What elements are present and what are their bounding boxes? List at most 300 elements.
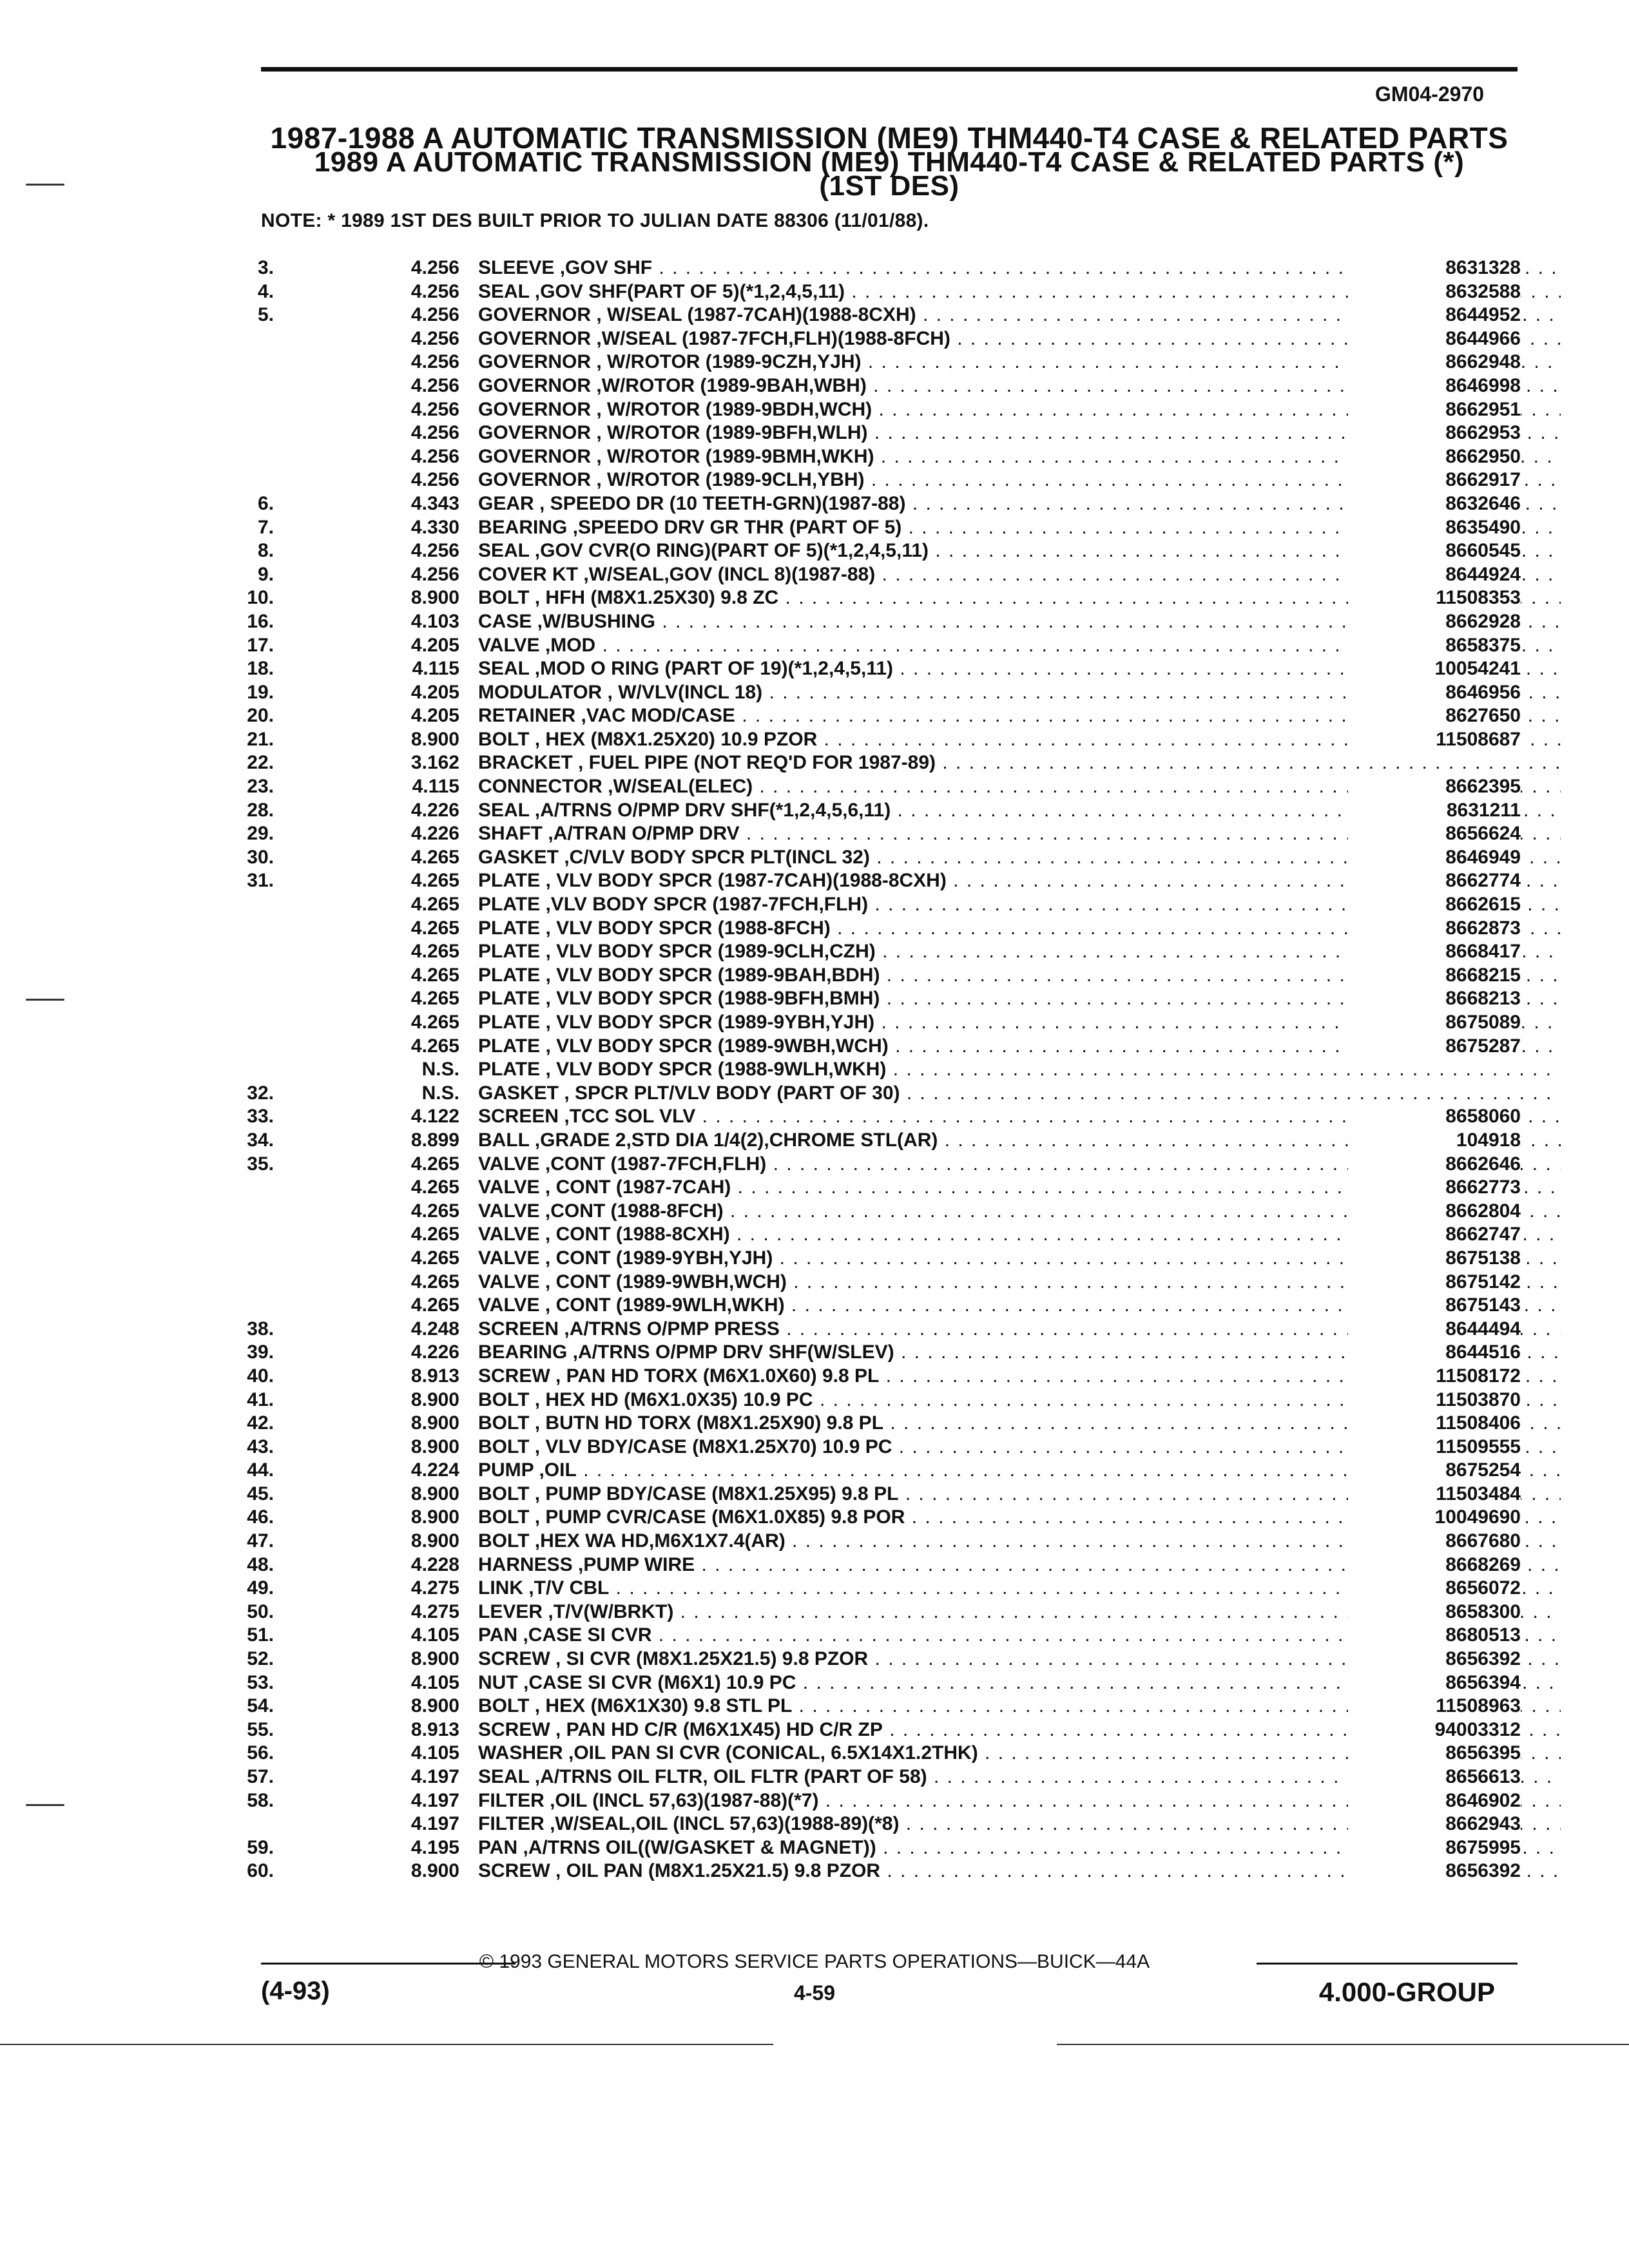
- group-number: 4.224: [410, 1459, 459, 1481]
- group-number: 4.265: [410, 1271, 459, 1293]
- part-number: 8644966: [1348, 327, 1521, 351]
- group-number: 8.900: [410, 1483, 459, 1504]
- part-description: PLATE , VLV BODY SPCR (1988-9WLH,WKH) . . .: [478, 1058, 1561, 1081]
- part-description: SEAL ,GOV CVR(O RING)(PART OF 5)(*1,2,4,5,11) . . .: [478, 539, 1561, 562]
- part-number: 8662774: [1348, 869, 1521, 892]
- group-number: 8.900: [410, 1412, 459, 1434]
- part-number: 8662395: [1348, 775, 1521, 798]
- part-number: 8662948: [1348, 351, 1521, 374]
- part-number: 11509555: [1348, 1436, 1521, 1459]
- group-number: 4.105: [410, 1624, 459, 1646]
- ref-number: 28.: [247, 799, 274, 821]
- group-number: 4.256: [410, 445, 459, 467]
- ref-number: 16.: [247, 610, 274, 632]
- group-number: 4.256: [410, 257, 459, 278]
- part-description: GASKET ,C/VLV BODY SPCR PLT(INCL 32) . . .: [478, 846, 1561, 869]
- part-number: 8656394: [1348, 1671, 1521, 1695]
- part-number: 8632646: [1348, 492, 1521, 515]
- group-number: 4.205: [410, 634, 459, 656]
- part-description: BOLT , BUTN HD TORX (M8X1.25X90) 9.8 PL . . .: [478, 1412, 1561, 1435]
- part-description: CONNECTOR ,W/SEAL(ELEC) . . .: [478, 775, 1561, 798]
- ref-number: 55.: [247, 1718, 274, 1740]
- part-row: [193, 1553, 1521, 1577]
- part-row: [193, 492, 1521, 516]
- part-row: [193, 1153, 1521, 1177]
- group-number: 4.265: [410, 917, 459, 939]
- group-number: 4.265: [410, 988, 459, 1010]
- part-number: 8675254: [1348, 1459, 1521, 1482]
- part-number: 8675995: [1348, 1836, 1521, 1860]
- part-number: 8631211: [1348, 799, 1521, 822]
- ref-number: 43.: [247, 1436, 274, 1457]
- part-row: [193, 1318, 1521, 1341]
- part-row: [193, 751, 1521, 775]
- scan-artifact-line: [0, 2044, 773, 2045]
- part-description: GOVERNOR , W/SEAL (1987-7CAH)(1988-8CXH) . . .: [478, 303, 1561, 327]
- part-row: [193, 1600, 1521, 1624]
- part-number: 8656072: [1348, 1577, 1521, 1600]
- part-number: 8644494: [1348, 1318, 1521, 1341]
- part-row: [193, 704, 1521, 728]
- part-number: 8644952: [1348, 303, 1521, 327]
- part-row: [193, 893, 1521, 917]
- part-description: SCREW , PAN HD TORX (M6X1.0X60) 9.8 PL . . .: [478, 1365, 1561, 1388]
- part-description: GOVERNOR , W/ROTOR (1989-9BDH,WCH) . . .: [478, 398, 1561, 421]
- part-row: [193, 468, 1521, 492]
- part-description: VALVE , CONT (1989-9WBH,WCH) . . .: [478, 1271, 1561, 1294]
- part-row: [193, 1530, 1521, 1553]
- title-line-1: 1987-1988 A AUTOMATIC TRANSMISSION (ME9) THM440-T4 CASE & RELATED PARTS: [270, 121, 1509, 155]
- part-description: SCREEN ,TCC SOL VLV . . .: [478, 1105, 1561, 1128]
- group-number: 4.256: [410, 422, 459, 444]
- part-row: [193, 1648, 1521, 1671]
- part-description: GOVERNOR , W/ROTOR (1989-9CZH,YJH) . . .: [478, 351, 1561, 374]
- part-number: 11508172: [1348, 1365, 1521, 1388]
- group-number: 4.195: [410, 1836, 459, 1858]
- part-description: GOVERNOR , W/ROTOR (1989-9BFH,WLH) . . .: [478, 421, 1561, 445]
- part-row: [193, 917, 1521, 941]
- part-description: SEAL ,A/TRNS O/PMP DRV SHF(*1,2,4,5,6,11) . . .: [478, 799, 1561, 822]
- part-number: 8675287: [1348, 1035, 1521, 1058]
- margin-mark: [26, 999, 64, 1001]
- group-number: 8.900: [410, 1436, 459, 1457]
- group-number: 4.115: [412, 658, 459, 680]
- group-number: 4.105: [410, 1671, 459, 1693]
- part-row: [193, 1577, 1521, 1600]
- group-number: 4.256: [410, 304, 459, 326]
- ref-number: 47.: [247, 1530, 274, 1552]
- ref-number: 40.: [247, 1365, 274, 1387]
- group-number: 4.265: [410, 1200, 459, 1222]
- part-description: BRACKET , FUEL PIPE (NOT REQ'D FOR 1987-89) . . .: [478, 751, 1561, 774]
- part-description: HARNESS ,PUMP WIRE . . .: [478, 1553, 1561, 1577]
- part-number: 8662747: [1348, 1223, 1521, 1246]
- group-number: N.S.: [421, 1082, 459, 1104]
- part-row: [193, 563, 1521, 587]
- part-description: SCREW , PAN HD C/R (M6X1X45) HD C/R ZP . . .: [478, 1718, 1561, 1742]
- group-number: 3.162: [410, 752, 459, 774]
- part-row: [193, 634, 1521, 658]
- margin-mark: [26, 184, 64, 186]
- ref-number: 52.: [247, 1648, 274, 1670]
- group-number: 8.913: [410, 1718, 459, 1740]
- ref-number: 20.: [247, 705, 274, 727]
- part-row: [193, 1271, 1521, 1294]
- part-number: 11503484: [1348, 1483, 1521, 1506]
- part-description: VALVE , CONT (1989-9WLH,WKH) . . .: [478, 1294, 1561, 1317]
- part-row: [193, 398, 1521, 422]
- ref-number: 5.: [257, 304, 274, 326]
- part-number: 8662615: [1348, 893, 1521, 916]
- part-row: [193, 256, 1521, 280]
- scan-artifact-line: [1057, 2044, 1629, 2045]
- group-number: 4.205: [410, 681, 459, 703]
- group-number: 4.105: [410, 1742, 459, 1764]
- part-description: SCREEN ,A/TRNS O/PMP PRESS . . .: [478, 1318, 1561, 1341]
- part-number: 10054241: [1348, 657, 1521, 680]
- group-label: 4.000-GROUP: [1318, 1977, 1495, 2007]
- part-number: 8632588: [1348, 280, 1521, 303]
- part-row: [193, 1506, 1521, 1530]
- ref-number: 3.: [257, 257, 274, 278]
- ref-number: 19.: [247, 681, 274, 703]
- part-number: 8662873: [1348, 917, 1521, 940]
- group-number: 4.275: [410, 1577, 459, 1599]
- group-number: 4.265: [410, 964, 459, 986]
- group-number: 8.900: [410, 1860, 459, 1882]
- part-description: SHAFT ,A/TRAN O/PMP DRV . . .: [478, 822, 1561, 845]
- part-row: [193, 1105, 1521, 1129]
- part-number: 8658060: [1348, 1105, 1521, 1128]
- ref-number: 44.: [247, 1459, 274, 1481]
- part-row: [193, 1718, 1521, 1742]
- ref-number: 23.: [247, 776, 274, 798]
- part-row: [193, 1812, 1521, 1836]
- part-row: [193, 657, 1521, 681]
- part-number: 8668213: [1348, 987, 1521, 1010]
- part-row: [193, 799, 1521, 823]
- part-row: [193, 374, 1521, 398]
- group-number: 4.265: [410, 1247, 459, 1269]
- group-number: 4.197: [410, 1789, 459, 1811]
- part-row: [193, 1058, 1521, 1082]
- group-number: 4.256: [410, 280, 459, 302]
- ref-number: 51.: [247, 1624, 274, 1646]
- part-number: 11508406: [1348, 1412, 1521, 1435]
- part-row: [193, 1742, 1521, 1765]
- ref-number: 9.: [257, 563, 274, 585]
- part-row: [193, 681, 1521, 705]
- part-description: SCREW , SI CVR (M8X1.25X21.5) 9.8 PZOR . . .: [478, 1648, 1561, 1671]
- part-row: [193, 1082, 1521, 1106]
- part-number: 8646902: [1348, 1789, 1521, 1812]
- part-row: [193, 964, 1521, 988]
- part-number: 8656395: [1348, 1742, 1521, 1765]
- ref-number: 18.: [247, 658, 274, 680]
- part-number: 8631328: [1348, 256, 1521, 280]
- part-description: BEARING ,A/TRNS O/PMP DRV SHF(W/SLEV) . . .: [478, 1341, 1561, 1364]
- part-row: [193, 445, 1521, 469]
- margin-mark: [26, 1804, 64, 1806]
- part-description: PLATE , VLV BODY SPCR (1989-9YBH,YJH) . . .: [478, 1011, 1561, 1034]
- part-description: PLATE , VLV BODY SPCR (1989-9CLH,CZH) . . .: [478, 940, 1561, 963]
- part-description: SEAL ,A/TRNS OIL FLTR, OIL FLTR (PART OF 58) . . .: [478, 1765, 1561, 1789]
- part-row: [193, 1011, 1521, 1035]
- part-row: [193, 846, 1521, 870]
- group-number: 8.900: [410, 1695, 459, 1717]
- group-number: 8.900: [410, 728, 459, 750]
- group-number: 4.265: [410, 1294, 459, 1316]
- group-number: 8.900: [410, 1530, 459, 1552]
- ref-number: 57.: [247, 1766, 274, 1787]
- part-description: BEARING ,SPEEDO DRV GR THR (PART OF 5) . . .: [478, 516, 1561, 539]
- part-row: [193, 1836, 1521, 1860]
- part-number: 10049690: [1348, 1506, 1521, 1529]
- ref-number: 35.: [247, 1153, 274, 1175]
- part-row: [193, 1412, 1521, 1436]
- part-number: 8644924: [1348, 563, 1521, 586]
- group-number: 8.900: [410, 587, 459, 609]
- part-description: PAN ,A/TRNS OIL((W/GASKET & MAGNET)) . . .: [478, 1836, 1561, 1860]
- part-description: GOVERNOR , W/ROTOR (1989-9BMH,WKH) . . .: [478, 445, 1561, 468]
- part-description: SEAL ,MOD O RING (PART OF 19)(*1,2,4,5,11) . . .: [478, 657, 1561, 680]
- part-row: [193, 421, 1521, 445]
- ref-number: 60.: [247, 1860, 274, 1882]
- part-description: PLATE , VLV BODY SPCR (1988-9BFH,BMH) . . .: [478, 987, 1561, 1010]
- part-number: 8662773: [1348, 1176, 1521, 1199]
- ref-number: 6.: [257, 492, 274, 514]
- part-number: 8662646: [1348, 1153, 1521, 1176]
- part-row: [193, 1695, 1521, 1718]
- part-number: 8668215: [1348, 964, 1521, 987]
- part-row: [193, 1436, 1521, 1459]
- group-number: 4.115: [412, 776, 459, 798]
- part-number: 11508687: [1348, 728, 1521, 751]
- ref-number: 53.: [247, 1671, 274, 1693]
- part-number: 8668417: [1348, 940, 1521, 963]
- part-number: 8675138: [1348, 1247, 1521, 1270]
- part-row: [193, 327, 1521, 351]
- group-number: 4.256: [410, 540, 459, 562]
- part-description: COVER KT ,W/SEAL,GOV (INCL 8)(1987-88) . . .: [478, 563, 1561, 586]
- ref-number: 29.: [247, 823, 274, 845]
- top-rule: [261, 67, 1518, 72]
- part-row: [193, 775, 1521, 799]
- part-number: 8627650: [1348, 704, 1521, 727]
- part-description: VALVE ,MOD . . .: [478, 634, 1561, 657]
- part-row: [193, 516, 1521, 540]
- part-number: 8635490: [1348, 516, 1521, 539]
- part-number: 8662951: [1348, 398, 1521, 421]
- group-number: 8.900: [410, 1389, 459, 1410]
- part-number: 11503870: [1348, 1389, 1521, 1412]
- group-number: 4.256: [410, 563, 459, 585]
- group-number: 4.226: [410, 1341, 459, 1363]
- ref-number: 22.: [247, 752, 274, 774]
- part-description: PUMP ,OIL . . .: [478, 1459, 1561, 1482]
- ref-number: 48.: [247, 1553, 274, 1575]
- group-number: 4.256: [410, 469, 459, 491]
- part-number: 104918: [1348, 1129, 1521, 1152]
- part-row: [193, 1365, 1521, 1389]
- ref-number: 34.: [247, 1129, 274, 1151]
- part-description: BOLT , HEX (M8X1.25X20) 10.9 PZOR . . .: [478, 728, 1561, 751]
- part-description: BOLT , HEX HD (M6X1.0X35) 10.9 PC . . .: [478, 1389, 1561, 1412]
- part-description: NUT ,CASE SI CVR (M6X1) 10.9 PC . . .: [478, 1671, 1561, 1695]
- part-description: GEAR , SPEEDO DR (10 TEETH-GRN)(1987-88) . . .: [478, 492, 1561, 515]
- part-description: PAN ,CASE SI CVR . . .: [478, 1624, 1561, 1647]
- part-number: 8680513: [1348, 1624, 1521, 1647]
- ref-number: 17.: [247, 634, 274, 656]
- group-number: 4.205: [410, 705, 459, 727]
- part-row: [193, 1389, 1521, 1412]
- group-number: 4.226: [410, 799, 459, 821]
- part-description: FILTER ,OIL (INCL 57,63)(1987-88)(*7) . . .: [478, 1789, 1561, 1812]
- group-number: 4.275: [410, 1600, 459, 1622]
- part-row: [193, 1341, 1521, 1365]
- part-row: [193, 1223, 1521, 1247]
- group-number: 4.265: [410, 846, 459, 868]
- part-description: GOVERNOR ,W/SEAL (1987-7FCH,FLH)(1988-8FCH) . . .: [478, 327, 1561, 351]
- part-description: RETAINER ,VAC MOD/CASE . . .: [478, 704, 1561, 727]
- ref-number: 31.: [247, 870, 274, 892]
- part-row: [193, 987, 1521, 1011]
- group-number: 4.265: [410, 894, 459, 916]
- part-row: [193, 1247, 1521, 1271]
- part-number: 11508963: [1348, 1695, 1521, 1718]
- part-number: 8658300: [1348, 1600, 1521, 1624]
- ref-number: 8.: [257, 540, 274, 562]
- part-description: PLATE , VLV BODY SPCR (1989-9BAH,BDH) . . .: [478, 964, 1561, 987]
- group-number: 4.226: [410, 823, 459, 845]
- group-number: 4.197: [410, 1766, 459, 1787]
- part-row: [193, 822, 1521, 846]
- group-number: 4.265: [410, 941, 459, 963]
- part-number: 8660545: [1348, 539, 1521, 562]
- part-description: BOLT , HEX (M6X1X30) 9.8 STL PL . . .: [478, 1695, 1561, 1718]
- copyright-notice: © 1993 GENERAL MOTORS SERVICE PARTS OPERATIONS—BUICK—44A: [479, 1951, 1150, 1972]
- group-number: 4.103: [410, 610, 459, 632]
- ref-number: 33.: [247, 1106, 274, 1128]
- part-row: [193, 303, 1521, 327]
- part-description: WASHER ,OIL PAN SI CVR (CONICAL, 6.5X14X1.2THK) . . .: [478, 1742, 1561, 1765]
- part-description: MODULATOR , W/VLV(INCL 18) . . .: [478, 681, 1561, 704]
- part-row: [193, 351, 1521, 374]
- part-number: 8656613: [1348, 1765, 1521, 1789]
- part-number: 8646956: [1348, 681, 1521, 704]
- part-row: [193, 1035, 1521, 1059]
- ref-number: 54.: [247, 1695, 274, 1717]
- ref-number: 39.: [247, 1341, 274, 1363]
- title-block: [261, 121, 1518, 202]
- part-number: 8662943: [1348, 1812, 1521, 1836]
- part-description: BOLT ,HEX WA HD,M6X1X7.4(AR) . . .: [478, 1530, 1561, 1553]
- part-number: 8656624: [1348, 822, 1521, 845]
- group-number: 4.197: [410, 1813, 459, 1835]
- group-number: 8.899: [410, 1129, 459, 1151]
- ref-number: 50.: [247, 1600, 274, 1622]
- group-number: 4.330: [410, 516, 459, 538]
- part-row: [193, 586, 1521, 610]
- ref-number: 56.: [247, 1742, 274, 1764]
- part-number: 8675089: [1348, 1011, 1521, 1034]
- group-number: 4.248: [410, 1318, 459, 1340]
- part-description: SCREW , OIL PAN (M8X1.25X21.5) 9.8 PZOR . . .: [478, 1860, 1561, 1883]
- part-description: VALVE , CONT (1989-9YBH,YJH) . . .: [478, 1247, 1561, 1270]
- part-description: FILTER ,W/SEAL,OIL (INCL 57,63)(1988-89)(*8) . . .: [478, 1812, 1561, 1836]
- part-description: BOLT , PUMP CVR/CASE (M6X1.0X85) 9.8 POR . . .: [478, 1506, 1561, 1529]
- ref-number: 49.: [247, 1577, 274, 1599]
- ref-number: 4.: [257, 280, 274, 302]
- ref-number: 32.: [247, 1082, 274, 1104]
- ref-number: 45.: [247, 1483, 274, 1504]
- group-number: 8.900: [410, 1506, 459, 1528]
- group-number: 4.265: [410, 1224, 459, 1245]
- part-number: 94003312: [1348, 1718, 1521, 1742]
- part-number: 8662953: [1348, 421, 1521, 445]
- ref-number: 59.: [247, 1836, 274, 1858]
- part-description: SLEEVE ,GOV SHF . . .: [478, 256, 1561, 280]
- group-number: 4.256: [410, 398, 459, 420]
- part-row: [193, 1671, 1521, 1695]
- part-row: [193, 1483, 1521, 1506]
- part-description: LINK ,T/V CBL . . .: [478, 1577, 1561, 1600]
- part-row: [193, 1200, 1521, 1224]
- ref-number: 41.: [247, 1389, 274, 1410]
- group-number: 8.900: [410, 1648, 459, 1670]
- group-number: 4.122: [410, 1106, 459, 1128]
- part-description: PLATE ,VLV BODY SPCR (1987-7FCH,FLH) . . .: [478, 893, 1561, 916]
- part-number: 8644516: [1348, 1341, 1521, 1364]
- part-number: 8662928: [1348, 610, 1521, 633]
- part-description: BOLT , VLV BDY/CASE (M8X1.25X70) 10.9 PC . . .: [478, 1436, 1561, 1459]
- part-description: PLATE , VLV BODY SPCR (1989-9WBH,WCH) . . .: [478, 1035, 1561, 1058]
- part-number: 8656392: [1348, 1648, 1521, 1671]
- part-row: [193, 1459, 1521, 1483]
- group-number: 4.265: [410, 1153, 459, 1175]
- part-number: 8646949: [1348, 846, 1521, 869]
- part-description: SEAL ,GOV SHF(PART OF 5)(*1,2,4,5,11) . . .: [478, 280, 1561, 303]
- part-description: BALL ,GRADE 2,STD DIA 1/4(2),CHROME STL(AR) . . .: [478, 1129, 1561, 1152]
- document-code: GM04-2970: [1375, 82, 1484, 106]
- group-number: 4.343: [410, 492, 459, 514]
- part-number: 8668269: [1348, 1553, 1521, 1577]
- part-row: [193, 1624, 1521, 1648]
- part-description: BOLT , PUMP BDY/CASE (M8X1.25X95) 9.8 PL . . .: [478, 1483, 1561, 1506]
- group-number: 4.256: [410, 351, 459, 373]
- title-line-2: 1989 A AUTOMATIC TRANSMISSION (ME9) THM440-T4 CASE & RELATED PARTS (*): [314, 146, 1465, 178]
- part-row: [193, 1176, 1521, 1200]
- ref-number: 10.: [247, 587, 274, 609]
- part-number: 8658375: [1348, 634, 1521, 657]
- ref-number: 42.: [247, 1412, 274, 1434]
- parts-list: [193, 256, 1521, 1883]
- group-number: 4.265: [410, 1035, 459, 1057]
- group-number: 8.913: [410, 1365, 459, 1387]
- part-row: [193, 280, 1521, 304]
- ref-number: 7.: [257, 516, 274, 538]
- part-description: GASKET , SPCR PLT/VLV BODY (PART OF 30) . . .: [478, 1082, 1561, 1105]
- part-description: PLATE , VLV BODY SPCR (1988-8FCH) . . .: [478, 917, 1561, 940]
- part-row: [193, 940, 1521, 964]
- ref-number: 58.: [247, 1789, 274, 1811]
- part-number: 8675142: [1348, 1271, 1521, 1294]
- part-row: [193, 1129, 1521, 1153]
- part-description: VALVE , CONT (1987-7CAH) . . .: [478, 1176, 1561, 1199]
- title-line-3: (1ST DES): [819, 170, 959, 202]
- part-number: 8646998: [1348, 374, 1521, 398]
- part-row: [193, 1294, 1521, 1318]
